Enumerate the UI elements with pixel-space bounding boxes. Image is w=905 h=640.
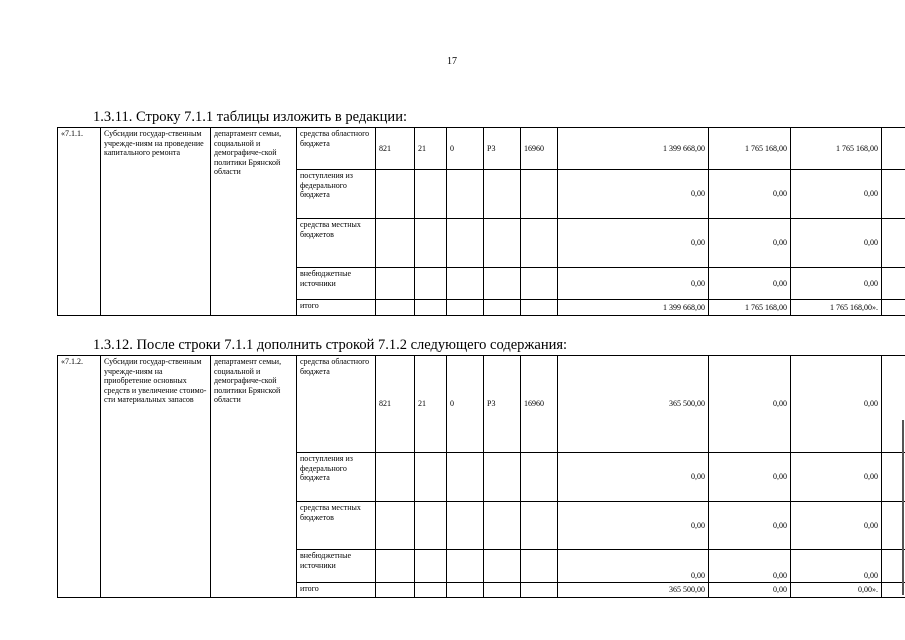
code-cell: 0 (447, 128, 484, 170)
code-cell (447, 219, 484, 268)
code-cell (447, 453, 484, 502)
row-name: Субсидии государ-ственным учрежде-ниям на приобретение основных средств и увеличение стоимо-сти материальных запасов (101, 356, 211, 598)
page-number: 17 (447, 56, 457, 67)
code-cell: 0 (447, 356, 484, 453)
code-cell (521, 219, 558, 268)
source-label: средства областного бюджета (297, 356, 376, 453)
code-cell: 16960 (521, 128, 558, 170)
value-cell: 0,00 (791, 219, 882, 268)
source-label: итого (297, 300, 376, 316)
program-table-2 (57, 355, 905, 598)
value-cell: 365 500,00 (558, 583, 709, 598)
value-cell: 0,00 (709, 170, 791, 219)
source-label: средства местных бюджетов (297, 502, 376, 550)
code-cell (484, 170, 521, 219)
row-executor: департамент семьи, социальной и демографиче-ской политики Брянской области (211, 128, 297, 316)
code-cell (521, 502, 558, 550)
value-cell: 0,00 (791, 550, 882, 583)
value-cell: 1 765 168,00 (709, 128, 791, 170)
value-cell: 365 500,00 (558, 356, 709, 453)
code-cell (521, 453, 558, 502)
code-cell (447, 502, 484, 550)
code-cell (376, 453, 415, 502)
code-cell (376, 583, 415, 598)
value-cell: 0,00 (791, 170, 882, 219)
value-cell: 0,00 (709, 453, 791, 502)
code-cell (521, 300, 558, 316)
table-row (58, 356, 905, 453)
source-label: средства местных бюджетов (297, 219, 376, 268)
code-cell (484, 219, 521, 268)
value-cell: 0,00 (558, 453, 709, 502)
section-heading-1: 1.3.11. Строку 7.1.1 таблицы изложить в редакции: (93, 109, 407, 125)
value-cell: 0,00 (791, 453, 882, 502)
code-cell (447, 550, 484, 583)
code-cell: 821 (376, 128, 415, 170)
value-cell: 0,00 (558, 550, 709, 583)
code-cell (415, 550, 447, 583)
code-cell (484, 268, 521, 300)
code-cell: 21 (415, 128, 447, 170)
row-number: «7.1.1. (58, 128, 101, 316)
value-cell: 0,00 (791, 268, 882, 300)
value-cell: 1 399 668,00 (558, 128, 709, 170)
source-label: средства областного бюджета (297, 128, 376, 170)
code-cell (521, 583, 558, 598)
value-cell: 0,00 (709, 219, 791, 268)
code-cell (521, 170, 558, 219)
value-cell: 0,00 (558, 268, 709, 300)
code-cell (447, 268, 484, 300)
section-heading-2: 1.3.12. После строки 7.1.1 дополнить строкой 7.1.2 следующего содержания: (93, 337, 568, 353)
value-cell: 0,00 (709, 550, 791, 583)
code-cell (447, 300, 484, 316)
code-cell (415, 453, 447, 502)
empty-cell (882, 128, 905, 170)
value-cell: 1 399 668,00 (558, 300, 709, 316)
code-cell: Р3 (484, 356, 521, 453)
program-table-1 (57, 127, 905, 316)
value-cell: 0,00 (709, 502, 791, 550)
code-cell (415, 219, 447, 268)
code-cell (415, 268, 447, 300)
row-name: Субсидии государ-ственным учрежде-ниям на проведение капитального ремонта (101, 128, 211, 316)
row-executor: департамент семьи, социальной и демографиче-ской политики Брянской области (211, 356, 297, 598)
code-cell: 16960 (521, 356, 558, 453)
code-cell (484, 583, 521, 598)
source-label: поступления из федерального бюджета (297, 453, 376, 502)
value-cell: 0,00 (709, 268, 791, 300)
code-cell (484, 550, 521, 583)
value-cell: 0,00 (558, 170, 709, 219)
code-cell (447, 583, 484, 598)
source-label: внебюджетные источники (297, 550, 376, 583)
value-cell: 0,00 (709, 356, 791, 453)
value-cell: 0,00 (558, 502, 709, 550)
empty-cell (882, 268, 905, 300)
source-label: поступления из федерального бюджета (297, 170, 376, 219)
value-cell: 0,00 (709, 583, 791, 598)
code-cell (521, 268, 558, 300)
value-cell: 0,00 (558, 219, 709, 268)
code-cell (415, 502, 447, 550)
code-cell: Р3 (484, 128, 521, 170)
code-cell (521, 550, 558, 583)
empty-cell (882, 170, 905, 219)
code-cell (376, 300, 415, 316)
code-cell (447, 170, 484, 219)
value-cell: 0,00». (791, 583, 882, 598)
value-cell: 1 765 168,00». (791, 300, 882, 316)
code-cell (376, 502, 415, 550)
code-cell (484, 453, 521, 502)
source-label: внебюджетные источники (297, 268, 376, 300)
code-cell (376, 219, 415, 268)
code-cell (415, 583, 447, 598)
source-label: итого (297, 583, 376, 598)
code-cell (376, 170, 415, 219)
code-cell (376, 268, 415, 300)
code-cell (415, 300, 447, 316)
value-cell: 0,00 (791, 502, 882, 550)
empty-cell (882, 300, 905, 316)
code-cell (484, 502, 521, 550)
value-cell: 1 765 168,00 (791, 128, 882, 170)
code-cell: 21 (415, 356, 447, 453)
value-cell: 0,00 (791, 356, 882, 453)
table-row (58, 128, 905, 170)
code-cell (376, 550, 415, 583)
code-cell: 821 (376, 356, 415, 453)
value-cell: 1 765 168,00 (709, 300, 791, 316)
code-cell (484, 300, 521, 316)
code-cell (415, 170, 447, 219)
empty-cell (882, 219, 905, 268)
row-number: «7.1.2. (58, 356, 101, 598)
